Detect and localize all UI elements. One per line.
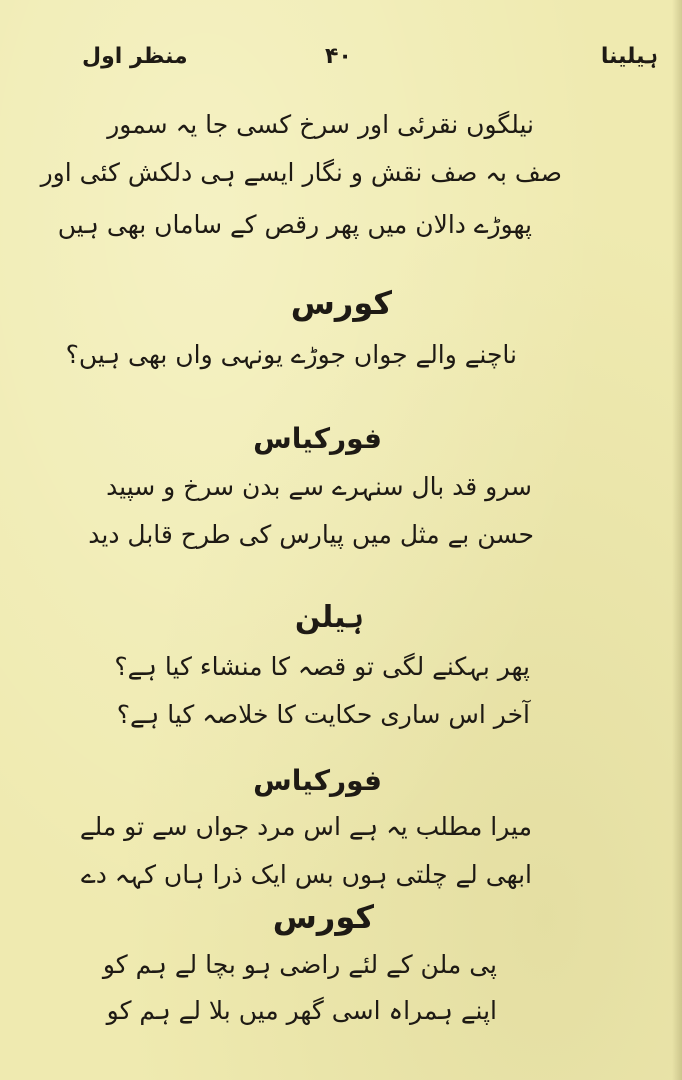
verse-line: ابھی لے چلتی ہوں بس ایک ذرا ہاں کہہ دے bbox=[81, 860, 532, 889]
verse-line: ناچنے والے جواں جوڑے یونہی واں بھی ہیں؟ bbox=[65, 340, 517, 369]
verse-line: میرا مطلب یہ ہے اس مرد جواں سے تو ملے bbox=[79, 812, 532, 841]
verse-line: پھوڑے دالان میں پھر رقص کے ساماں بھی ہیں bbox=[57, 210, 532, 239]
verse-line: اپنے ہمراہ اسی گھر میں بلا لے ہم کو bbox=[106, 996, 497, 1025]
speaker-name: ہیلن bbox=[294, 600, 364, 635]
verse-line: حسن بے مثل میں پیارس کی طرح قابل دید bbox=[88, 520, 534, 549]
verse-line: نیلگوں نقرئی اور سرخ کسی جا یہ سمور bbox=[107, 110, 534, 139]
running-header-book-title: ہیلینا bbox=[600, 44, 658, 69]
verse-line: صف بہ صف نقش و نگار ایسے ہی دلکش کئی اور bbox=[40, 158, 562, 187]
speaker-name: فورکیاس bbox=[253, 422, 382, 455]
running-header-section: منظر اول bbox=[82, 44, 188, 69]
page-number: ۴۰ bbox=[325, 44, 352, 69]
speaker-name: فورکیاس bbox=[253, 764, 382, 797]
speaker-name: کورس bbox=[272, 898, 374, 936]
verse-line: پھر بہکنے لگی تو قصہ کا منشاء کیا ہے؟ bbox=[114, 652, 530, 681]
speaker-name: کورس bbox=[290, 284, 392, 322]
verse-line: آخر اس ساری حکایت کا خلاصہ کیا ہے؟ bbox=[116, 700, 530, 729]
verse-line: پی ملن کے لئے راضی ہو بچا لے ہم کو bbox=[102, 950, 497, 979]
verse-line: سرو قد بال سنہرے سے بدن سرخ و سپید bbox=[106, 472, 532, 501]
